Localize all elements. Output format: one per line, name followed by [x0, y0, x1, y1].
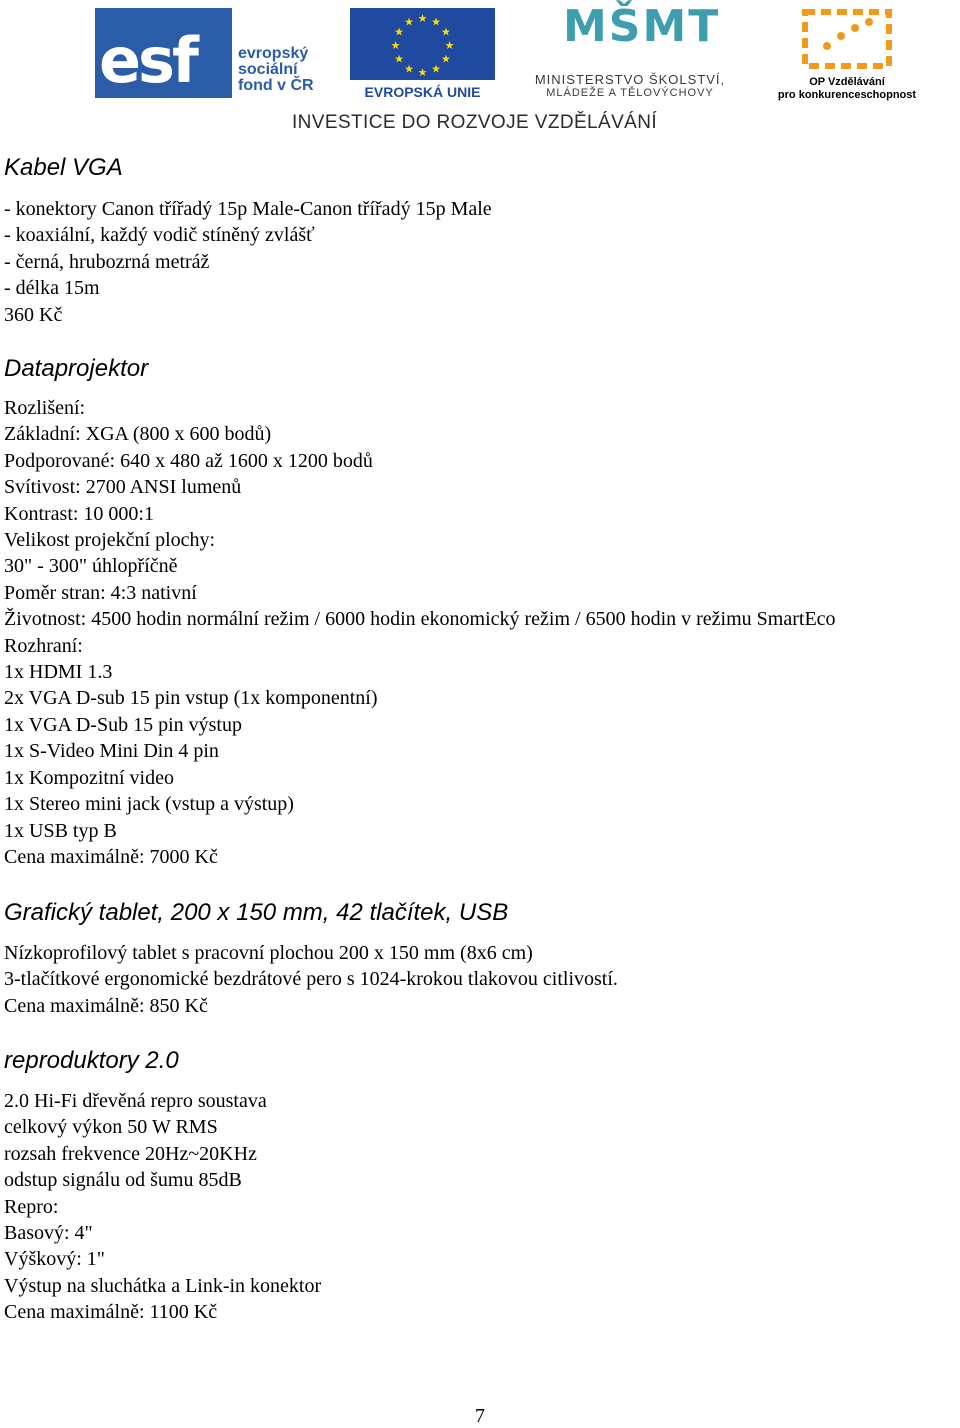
svg-text:★: ★	[404, 62, 414, 76]
list-item: 1x HDMI 1.3	[4, 661, 113, 684]
list-item: Podporované: 640 x 480 až 1600 x 1200 bodů	[4, 449, 373, 472]
section-heading-reproduktory: reproduktory 2.0	[4, 1047, 179, 1074]
svg-text:★: ★	[394, 25, 405, 39]
section-list-kabel-vga	[4, 196, 492, 328]
header-tagline: INVESTICE DO ROZVOJE VZDĚLÁVÁNÍ	[292, 112, 658, 133]
op-logo	[762, 6, 932, 100]
list-item: 1x S-Video Mini Din 4 pin	[4, 740, 219, 763]
list-item: Nízkoprofilový tablet s pracovní plochou 200 x 150 mm (8x6 cm)	[4, 942, 533, 964]
list-item: - konektory Canon třířadý 15p Male-Canon třířadý 15p Male	[4, 198, 492, 220]
msmt-logo-line-1: MINISTERSTVO ŠKOLSTVÍ,	[534, 72, 726, 87]
list-item: Basový: 4"	[4, 1222, 93, 1245]
list-item: 1x Stereo mini jack (vstup a výstup)	[4, 793, 294, 816]
op-logo-line-2: pro konkurenceschopnost	[777, 89, 917, 101]
op-logo-line-1: OP Vzdělávání	[809, 76, 885, 88]
svg-text:★: ★	[440, 52, 451, 66]
list-item: Rozlišení:	[4, 397, 86, 419]
svg-text:★: ★	[417, 12, 428, 25]
list-item: Základní: XGA (800 x 600 bodů)	[4, 423, 272, 446]
svg-text:★: ★	[390, 39, 401, 52]
svg-text:★: ★	[440, 25, 451, 39]
svg-text:★: ★	[431, 62, 441, 76]
section-list-graficky-tablet	[4, 940, 618, 1019]
svg-text:★: ★	[444, 39, 455, 52]
op-logo-mark-icon	[797, 6, 897, 72]
eu-logo	[350, 8, 495, 98]
list-item: Velikost projekční plochy:	[4, 529, 216, 552]
esf-logo-line-3: fond v ČR	[238, 77, 314, 94]
list-item: Svítivost: 2700 ANSI lumenů	[4, 476, 242, 499]
list-item: Cena maximálně: 7000 Kč	[4, 845, 218, 868]
esf-logo-line-1: evropský	[238, 45, 309, 62]
eu-logo-label: EVROPSKÁ UNIE	[364, 84, 481, 100]
esf-logo-text	[238, 46, 314, 94]
msmt-logo-mark: MŠMT	[563, 1, 721, 52]
list-item: Cena maximálně: 850 Kč	[4, 994, 208, 1017]
list-item: - koaxiální, každý vodič stíněný zvlášť	[4, 224, 315, 247]
section-heading-dataprojektor: Dataprojektor	[4, 355, 149, 382]
svg-text:★: ★	[417, 66, 428, 79]
svg-text:★: ★	[431, 15, 441, 29]
list-item: - černá, hrubozrná metráž	[4, 250, 210, 273]
page-number: 7	[475, 1405, 485, 1427]
list-item: Výškový: 1"	[4, 1248, 105, 1271]
list-item: Cena maximálně: 1100 Kč	[4, 1301, 218, 1324]
list-item: Životnost: 4500 hodin normální režim / 6000 hodin ekonomický režim / 6500 hodin v režimu SmartEco	[4, 608, 836, 631]
eu-flag-icon	[350, 8, 495, 80]
list-item: 1x Kompozitní video	[4, 766, 174, 789]
list-item: 360 Kč	[4, 303, 63, 326]
list-item: Rozhraní:	[4, 634, 83, 657]
list-item: odstup signálu od šumu 85dB	[4, 1169, 242, 1192]
msmt-logo	[505, 1, 755, 100]
list-item: 1x USB typ B	[4, 819, 117, 842]
section-list-dataprojektor	[4, 395, 836, 870]
eu-stars-circle	[350, 8, 495, 80]
esf-logo	[95, 8, 345, 98]
header-logos	[0, 0, 960, 140]
list-item: Poměr stran: 4:3 nativní	[4, 581, 197, 604]
section-list-reproduktory	[4, 1088, 321, 1326]
list-item: - délka 15m	[4, 277, 100, 300]
list-item: 1x VGA D-Sub 15 pin výstup	[4, 713, 242, 736]
svg-text:★: ★	[394, 52, 405, 66]
list-item: rozsah frekvence 20Hz~20KHz	[4, 1142, 257, 1165]
list-item: Kontrast: 10 000:1	[4, 502, 154, 525]
list-item: celkový výkon 50 W RMS	[4, 1116, 218, 1139]
esf-logo-line-2: sociální	[238, 61, 298, 78]
esf-logo-letters: esf	[99, 24, 196, 97]
svg-text:★: ★	[404, 15, 414, 29]
list-item: Repro:	[4, 1195, 59, 1218]
section-heading-graficky-tablet: Grafický tablet, 200 x 150 mm, 42 tlačítek, USB	[4, 899, 509, 926]
section-heading-kabel-vga: Kabel VGA	[4, 154, 123, 181]
msmt-logo-line-2: MLÁDEŽE A TĚLOVÝCHOVY	[546, 87, 714, 99]
list-item: 2.0 Hi-Fi dřevěná repro soustava	[4, 1090, 267, 1112]
list-item: 3-tlačítkové ergonomické bezdrátové pero s 1024-krokou tlakovou citlivostí.	[4, 968, 618, 991]
list-item: 2x VGA D-sub 15 pin vstup (1x komponentní)	[4, 687, 378, 710]
list-item: 30" - 300" úhlopříčně	[4, 555, 178, 578]
list-item: Výstup na sluchátka a Link-in konektor	[4, 1274, 322, 1297]
